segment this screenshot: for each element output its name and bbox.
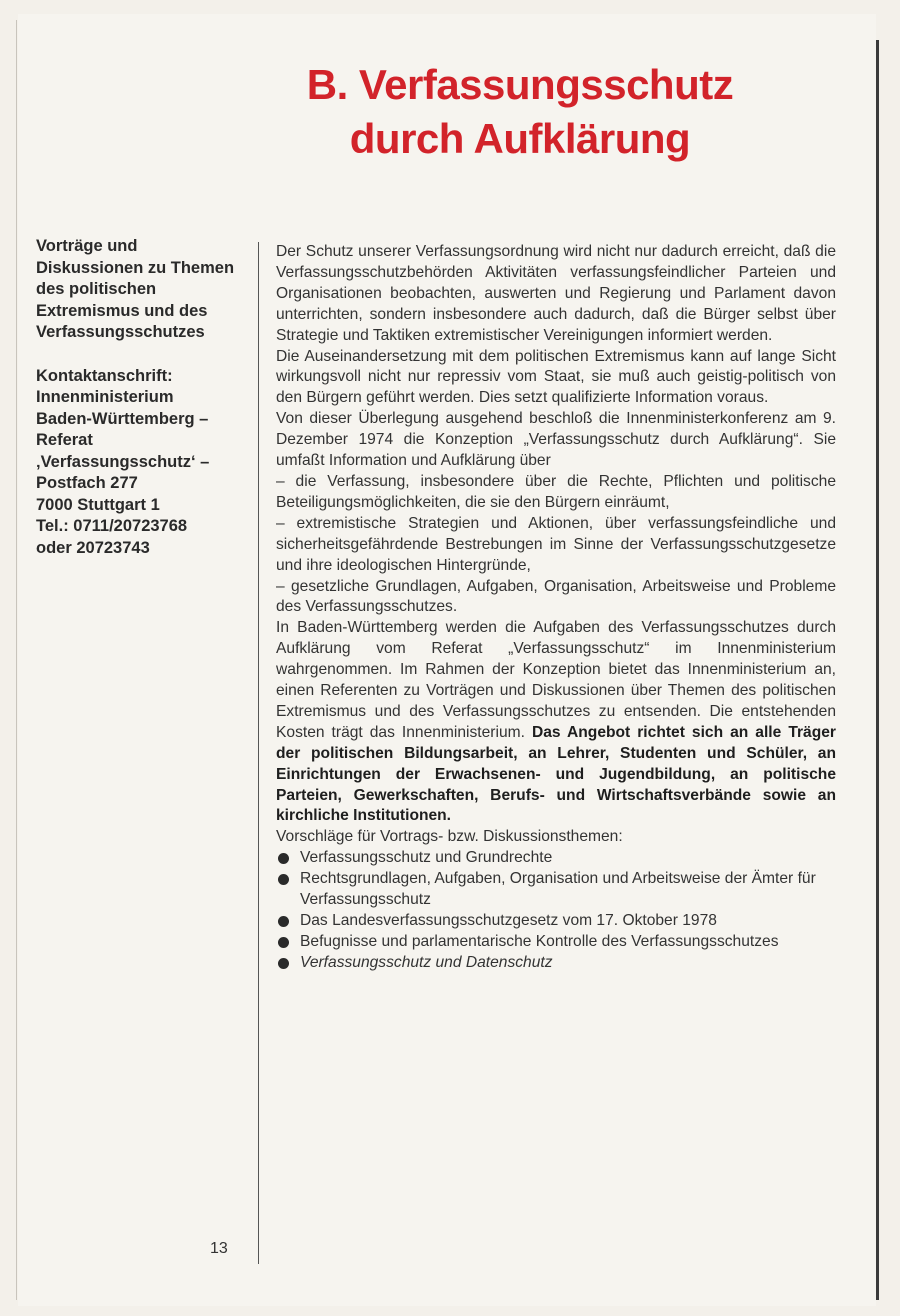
topic-text: Das Landesverfassungsschutzgesetz vom 17. Oktober 1978 xyxy=(300,912,717,929)
paragraph-1: Der Schutz unserer Verfassungsordnung wird nicht nur dadurch erreicht, daß die Verfassungsschutzbehörden Aktivitäten verfassungsfeindlicher Parteien und Organisationen beobachten, auswerten und Regierung und Parlament davon unterrichten, sondern insbesondere auch dadurch, daß die Bürger selbst über Strategie und Taktiken extremistischer Vereinigungen informiert werden. xyxy=(276,243,836,344)
topic-text: Verfassungsschutz und Grundrechte xyxy=(300,849,553,867)
contact-line: Referat ‚Verfassungsschutz‘ – Postfach 277 xyxy=(36,431,210,492)
title-line-1: B. Verfassungsschutz xyxy=(306,61,734,108)
dash-item: – gesetzliche Grundlagen, Aufgaben, Organisation, Arbeitsweise und Probleme des Verfassungsschutzes. xyxy=(276,577,836,616)
topic-text: Verfassungsschutz und Datenschutz xyxy=(300,953,553,971)
contact-block xyxy=(36,366,246,560)
paragraph-3: Von dieser Überlegung ausgehend beschloß die Innenministerkonferenz am 9. Dezember 1974 die Konzeption „Verfassungsschutz durch Aufklärung“. Sie umfaßt Information und Aufklärung über xyxy=(276,410,836,470)
paragraph-4-text: In Baden-Württemberg werden die Aufgaben des Verfassungsschutzes durch Aufklärung vom Referat „Verfassungsschutz“ im Innenministerium wahrgenommen. Im Rahmen der Konzeption bietet das Innenministerium an, einen Referenten zu Vorträgen und Diskussionen über Themen des politischen Extremismus und des Verfassungsschutzes zu entsenden. Die entstehenden Kosten trägt das Innenministerium. xyxy=(276,619,836,741)
page-title xyxy=(240,58,800,166)
contact-phone: Tel.: 0711/20723768 xyxy=(36,517,188,535)
dash-item: – die Verfassung, insbesondere über die Rechte, Pflichten und politische Beteiligungsmöglichkeiten, die sie den Bürgern einräumt, xyxy=(276,472,836,511)
page-edge-right xyxy=(876,40,879,1300)
bullet-icon xyxy=(278,874,289,885)
list-item xyxy=(276,932,836,953)
sidebar-heading: Vorträge und Diskussionen zu Themen des politischen Extremismus und des Verfassungsschutzes xyxy=(36,237,235,341)
dash-item: – extremistische Strategien und Aktionen, über verfassungsfeindliche und sicherheitsgefährdende Bestrebungen im Sinne der Verfassungsschutzgesetze und ihre ideologischen Hintergründe, xyxy=(276,514,836,574)
list-item xyxy=(276,953,836,974)
page-edge-left xyxy=(16,20,17,1300)
paragraph-4 xyxy=(276,618,836,827)
bullet-icon xyxy=(278,937,289,948)
contact-line: Innenministerium xyxy=(36,388,174,406)
main-text xyxy=(276,242,836,974)
page-number: 13 xyxy=(210,1240,228,1257)
list-item xyxy=(276,869,836,911)
title-line-2: durch Aufklärung xyxy=(349,115,691,162)
sidebar xyxy=(36,236,246,559)
contact-label: Kontaktanschrift: xyxy=(36,366,173,385)
paragraph-2: Die Auseinandersetzung mit dem politischen Extremismus kann auf lange Sicht wirkungsvoll nicht nur repressiv vom Staat, sie muß auch geistig-politisch von den Bürgern geführt werden. Dies setzt qualifizierte Information voraus. xyxy=(276,347,836,407)
topics-list xyxy=(276,848,836,973)
list-item xyxy=(276,911,836,932)
topics-intro: Vorschläge für Vortrags- bzw. Diskussionsthemen: xyxy=(276,828,623,846)
bullet-icon xyxy=(278,916,289,927)
column-divider xyxy=(258,242,259,1264)
contact-phone-alt: oder 20723743 xyxy=(36,538,150,557)
bullet-icon xyxy=(278,958,289,969)
contact-line: 7000 Stuttgart 1 xyxy=(36,495,160,514)
topic-text: Befugnisse und parlamentarische Kontrolle des Verfassungsschutzes xyxy=(300,932,779,950)
topic-text: Rechtsgrundlagen, Aufgaben, Organisation und Arbeitsweise der Ämter für Verfassungsschutz xyxy=(300,870,816,909)
offer-statement: Das Angebot richtet sich an alle Träger der politischen Bildungsarbeit, an Lehrer, Studenten und Schüler, an Einrichtungen der Erwachsenen- und Jugendbildung, an politische Parteien, Gewerkschaften, Berufs- und Wirtschaftsverbände sowie an kirchliche Institutionen. xyxy=(276,723,836,825)
contact-line: Baden-Württemberg – xyxy=(36,409,209,428)
list-item xyxy=(276,848,836,869)
bullet-icon xyxy=(278,853,289,864)
